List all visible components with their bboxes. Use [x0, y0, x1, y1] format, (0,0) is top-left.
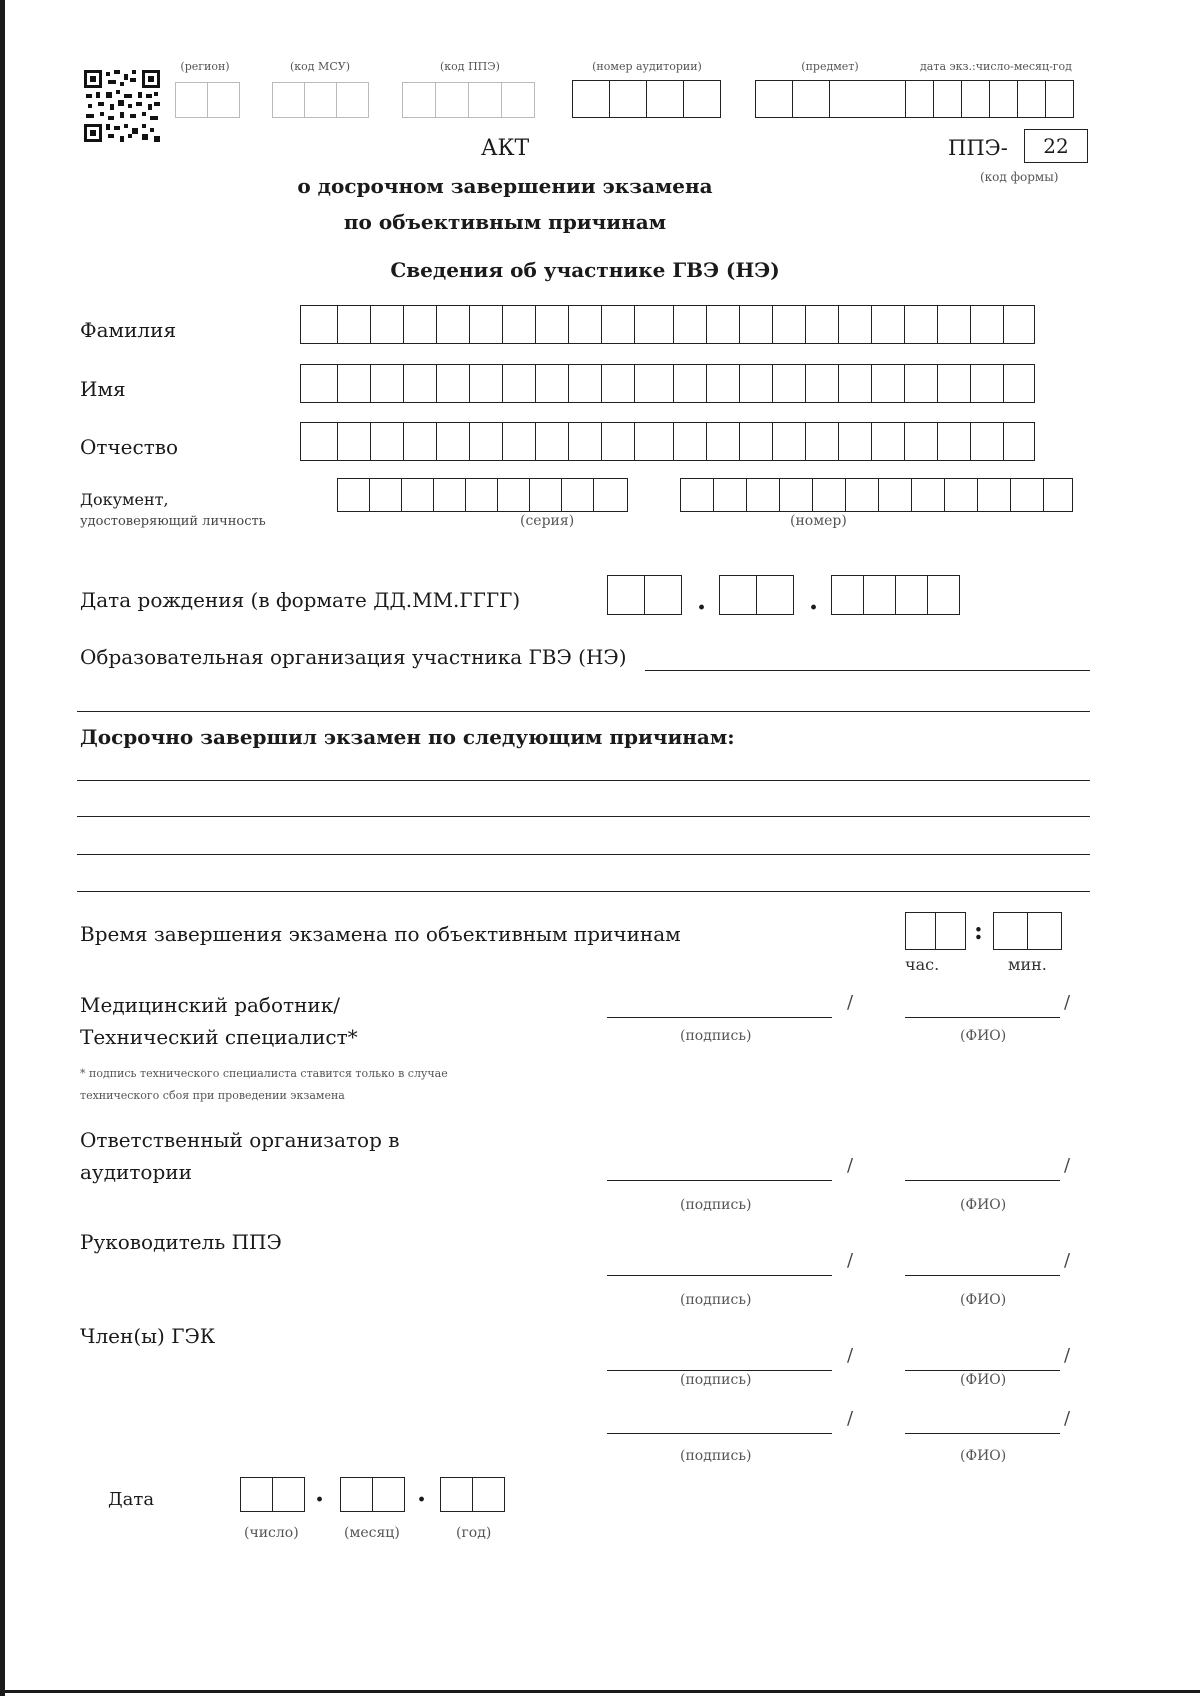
name-cell[interactable]: [739, 364, 773, 403]
patronymic-cell[interactable]: [469, 422, 503, 461]
exam-date-cell[interactable]: [1045, 80, 1074, 118]
birthdate-day-cells: [607, 575, 682, 615]
date-month-cells: [340, 1477, 405, 1512]
document-series-cell[interactable]: [337, 478, 370, 512]
patronymic-cell[interactable]: [904, 422, 938, 461]
surname-cell[interactable]: [436, 305, 470, 344]
date-separator-2: .: [417, 1478, 427, 1508]
surname-cell[interactable]: [601, 305, 635, 344]
surname-cell[interactable]: [970, 305, 1004, 344]
exam-date-cell[interactable]: [1017, 80, 1046, 118]
date-separator-1: .: [315, 1478, 325, 1508]
date-year-caption: (год): [456, 1525, 492, 1541]
patronymic-cell[interactable]: [337, 422, 371, 461]
ppe-head-label: Руководитель ППЭ: [80, 1230, 282, 1254]
birthdate-year-cell[interactable]: [895, 575, 928, 615]
document-series-cell[interactable]: [593, 478, 628, 512]
form-subtitle-line1: о досрочном завершении экзамена: [297, 174, 713, 198]
patronymic-cell[interactable]: [370, 422, 404, 461]
name-cell[interactable]: [904, 364, 938, 403]
ppe-head-signature-slash: /: [847, 1250, 854, 1271]
document-series-cell[interactable]: [465, 478, 498, 512]
birthdate-year-cell[interactable]: [831, 575, 864, 615]
document-label-line2: удостоверяющий личность: [80, 514, 266, 529]
participant-section-title: Сведения об участнике ГВЭ (НЭ): [390, 258, 780, 282]
document-number-cell[interactable]: [713, 478, 747, 512]
auditorium-cell[interactable]: [646, 80, 684, 118]
name-cells: [300, 364, 1035, 403]
technical-specialist-label: Технический специалист*: [80, 1025, 358, 1049]
surname-cell[interactable]: [535, 305, 569, 344]
msu-code-label: (код МСУ): [290, 60, 350, 73]
document-number-cell[interactable]: [845, 478, 879, 512]
medical-signature-line[interactable]: [607, 1017, 832, 1018]
birthdate-year-cell[interactable]: [927, 575, 960, 615]
ppe-code-cell[interactable]: [402, 82, 436, 118]
birthdate-label: Дата рождения (в формате ДД.ММ.ГГГГ): [80, 588, 521, 612]
region-label: (регион): [180, 60, 230, 73]
birthdate-separator-2: .: [809, 586, 819, 616]
document-number-cell[interactable]: [779, 478, 813, 512]
organizer-fio-line[interactable]: [905, 1180, 1060, 1181]
surname-cell[interactable]: [634, 305, 674, 344]
technical-footnote-line1: * подпись технического специалиста ставится только в случае: [80, 1067, 448, 1080]
form-code-prefix: ППЭ-: [948, 136, 1008, 160]
document-series-cell[interactable]: [529, 478, 562, 512]
surname-label: Фамилия: [80, 318, 177, 342]
document-number-cells: [680, 478, 1073, 512]
name-cell[interactable]: [706, 364, 740, 403]
document-label-line1: Документ,: [80, 490, 169, 509]
surname-cell[interactable]: [937, 305, 971, 344]
gek-members-label: Член(ы) ГЭК: [80, 1324, 216, 1348]
organizer-signature-slash: /: [847, 1155, 854, 1176]
date-year-cell[interactable]: [472, 1477, 505, 1512]
organizer-signature-line[interactable]: [607, 1180, 832, 1181]
document-number-cell[interactable]: [944, 478, 978, 512]
surname-cell[interactable]: [871, 305, 905, 344]
patronymic-cell[interactable]: [568, 422, 602, 461]
surname-cell[interactable]: [739, 305, 773, 344]
msu-code-cell[interactable]: [336, 82, 369, 118]
birthdate-month-cell[interactable]: [719, 575, 757, 615]
patronymic-cell[interactable]: [535, 422, 569, 461]
gek-fio-caption: (ФИО): [960, 1372, 1007, 1388]
name-cell[interactable]: [502, 364, 536, 403]
surname-cell[interactable]: [1003, 305, 1035, 344]
form-title: АКТ: [480, 136, 530, 161]
subject-cells: [755, 80, 830, 118]
reasons-line[interactable]: [77, 780, 1090, 781]
date-day-cell[interactable]: [272, 1477, 305, 1512]
surname-cell[interactable]: [337, 305, 371, 344]
surname-cell[interactable]: [772, 305, 806, 344]
region-cells: [175, 82, 240, 118]
auditorium-cells: [572, 80, 721, 118]
end-time-label: Время завершения экзамена по объективным причинам: [80, 922, 681, 946]
birthdate-separator-1: .: [697, 586, 707, 616]
patronymic-cell[interactable]: [601, 422, 635, 461]
gek-fio-line[interactable]: [905, 1370, 1060, 1371]
organizer-label-line2: аудитории: [80, 1160, 192, 1184]
gek-fio-line-2[interactable]: [905, 1433, 1060, 1434]
birthdate-day-cell[interactable]: [644, 575, 682, 615]
exam-date-label: дата экз.:число-месяц-год: [920, 60, 1072, 73]
ppe-head-fio-caption: (ФИО): [960, 1292, 1007, 1308]
ppe-head-fio-slash: /: [1064, 1250, 1071, 1271]
date-month-cell[interactable]: [340, 1477, 373, 1512]
qr-code-graphic: [84, 70, 160, 142]
surname-cell[interactable]: [300, 305, 338, 344]
ppe-head-signature-line[interactable]: [607, 1275, 832, 1276]
name-cell[interactable]: [772, 364, 806, 403]
surname-cell[interactable]: [370, 305, 404, 344]
document-number-cell[interactable]: [1010, 478, 1044, 512]
organizer-fio-slash: /: [1064, 1155, 1071, 1176]
document-number-cell[interactable]: [878, 478, 912, 512]
patronymic-cell[interactable]: [634, 422, 674, 461]
date-label: Дата: [108, 1489, 155, 1510]
hours-caption: час.: [905, 955, 940, 974]
name-label: Имя: [80, 377, 126, 401]
patronymic-cells: [300, 422, 1035, 461]
exam-date-cells: [829, 80, 1074, 118]
msu-code-cell[interactable]: [272, 82, 305, 118]
birthdate-day-cell[interactable]: [607, 575, 645, 615]
auditorium-label: (номер аудитории): [592, 60, 702, 73]
ppe-code-cell[interactable]: [435, 82, 469, 118]
ppe-head-fio-line[interactable]: [905, 1275, 1060, 1276]
page-bottom-edge: [0, 1690, 1200, 1693]
surname-cell[interactable]: [469, 305, 503, 344]
patronymic-cell[interactable]: [838, 422, 872, 461]
gek-signature-caption: (подпись): [680, 1372, 752, 1388]
region-cell[interactable]: [175, 82, 208, 118]
surname-cell[interactable]: [904, 305, 938, 344]
patronymic-cell[interactable]: [403, 422, 437, 461]
document-number-cell[interactable]: [911, 478, 945, 512]
msu-code-cells: [272, 82, 369, 118]
form-code-caption: (код формы): [980, 170, 1059, 184]
document-series-cell[interactable]: [561, 478, 594, 512]
organization-input-line-2[interactable]: [77, 711, 1090, 712]
patronymic-cell[interactable]: [970, 422, 1004, 461]
organizer-label-line1: Ответственный организатор в: [80, 1128, 400, 1152]
subject-cell[interactable]: [755, 80, 793, 118]
name-cell[interactable]: [370, 364, 404, 403]
patronymic-cell[interactable]: [706, 422, 740, 461]
gek-signature-slash-2: /: [847, 1408, 854, 1429]
name-cell[interactable]: [673, 364, 707, 403]
medical-fio-line[interactable]: [905, 1017, 1060, 1018]
patronymic-cell[interactable]: [300, 422, 338, 461]
auditorium-cell[interactable]: [683, 80, 721, 118]
organizer-signature-caption: (подпись): [680, 1197, 752, 1213]
page-left-edge: [0, 0, 5, 1696]
birthdate-month-cell[interactable]: [756, 575, 794, 615]
end-time-hours-cell[interactable]: [905, 912, 936, 950]
patronymic-cell[interactable]: [772, 422, 806, 461]
reasons-line[interactable]: [77, 891, 1090, 892]
name-cell[interactable]: [403, 364, 437, 403]
surname-cell[interactable]: [673, 305, 707, 344]
region-cell[interactable]: [207, 82, 240, 118]
document-series-cell[interactable]: [497, 478, 530, 512]
organization-label: Образовательная организация участника ГВЭ (НЭ): [80, 645, 627, 669]
document-series-cell[interactable]: [401, 478, 434, 512]
form-subtitle-line2: по объективным причинам: [343, 210, 667, 234]
medical-fio-slash: /: [1064, 992, 1071, 1013]
end-time-separator: :: [974, 916, 983, 945]
name-cell[interactable]: [937, 364, 971, 403]
minutes-caption: мин.: [1008, 955, 1047, 974]
patronymic-cell[interactable]: [502, 422, 536, 461]
gek-fio-slash-2: /: [1064, 1408, 1071, 1429]
birthdate-month-cells: [719, 575, 794, 615]
end-time-hours-cells: [905, 912, 966, 950]
date-year-cell[interactable]: [440, 1477, 473, 1512]
document-series-caption: (серия): [520, 513, 575, 529]
name-cell[interactable]: [970, 364, 1004, 403]
surname-cell[interactable]: [805, 305, 839, 344]
date-year-cells: [440, 1477, 505, 1512]
end-time-minutes-cells: [993, 912, 1062, 950]
end-time-hours-cell[interactable]: [935, 912, 966, 950]
ppe-code-cell[interactable]: [468, 82, 502, 118]
patronymic-label: Отчество: [80, 435, 179, 459]
surname-cell[interactable]: [403, 305, 437, 344]
organization-input-line[interactable]: [645, 670, 1090, 671]
gek-fio-slash: /: [1064, 1345, 1071, 1366]
date-day-caption: (число): [244, 1525, 299, 1541]
patronymic-cell[interactable]: [739, 422, 773, 461]
technical-footnote-line2: технического сбоя при проведении экзамена: [80, 1089, 345, 1102]
subject-cell[interactable]: [792, 80, 830, 118]
document-number-cell[interactable]: [746, 478, 780, 512]
date-month-cell[interactable]: [372, 1477, 405, 1512]
qr-code: [84, 70, 160, 142]
end-time-minutes-cell[interactable]: [993, 912, 1028, 950]
auditorium-cell[interactable]: [572, 80, 610, 118]
document-number-cell[interactable]: [680, 478, 714, 512]
surname-cell[interactable]: [502, 305, 536, 344]
name-cell[interactable]: [805, 364, 839, 403]
birthdate-year-cell[interactable]: [863, 575, 896, 615]
surname-cell[interactable]: [568, 305, 602, 344]
medical-worker-label: Медицинский работник/: [80, 993, 340, 1017]
patronymic-cell[interactable]: [937, 422, 971, 461]
surname-cells: [300, 305, 1035, 344]
document-series-cells: [337, 478, 628, 512]
patronymic-cell[interactable]: [673, 422, 707, 461]
gek-signature-caption-2: (подпись): [680, 1448, 752, 1464]
ppe-head-signature-caption: (подпись): [680, 1292, 752, 1308]
document-series-cell[interactable]: [369, 478, 402, 512]
date-day-cells: [240, 1477, 305, 1512]
reasons-line[interactable]: [77, 854, 1090, 855]
gek-signature-line[interactable]: [607, 1370, 832, 1371]
reasons-line[interactable]: [77, 816, 1090, 817]
gek-signature-slash: /: [847, 1345, 854, 1366]
patronymic-cell[interactable]: [436, 422, 470, 461]
medical-signature-slash: /: [847, 992, 854, 1013]
gek-fio-caption-2: (ФИО): [960, 1448, 1007, 1464]
ppe-code-label: (код ППЭ): [440, 60, 500, 73]
gek-signature-line-2[interactable]: [607, 1433, 832, 1434]
auditorium-cell[interactable]: [609, 80, 647, 118]
name-cell[interactable]: [300, 364, 338, 403]
name-cell[interactable]: [601, 364, 635, 403]
patronymic-cell[interactable]: [1003, 422, 1035, 461]
medical-fio-caption: (ФИО): [960, 1028, 1007, 1044]
patronymic-cell[interactable]: [871, 422, 905, 461]
exam-date-cell[interactable]: [989, 80, 1018, 118]
name-cell[interactable]: [568, 364, 602, 403]
form-code-value: 22: [1024, 129, 1088, 163]
document-series-cell[interactable]: [433, 478, 466, 512]
exam-date-cell[interactable]: [905, 80, 934, 118]
name-cell[interactable]: [1003, 364, 1035, 403]
name-cell[interactable]: [436, 364, 470, 403]
organizer-fio-caption: (ФИО): [960, 1197, 1007, 1213]
exam-date-cell[interactable]: [933, 80, 962, 118]
name-cell[interactable]: [838, 364, 872, 403]
document-number-caption: (номер): [790, 513, 847, 529]
msu-code-cell[interactable]: [304, 82, 337, 118]
document-number-cell[interactable]: [977, 478, 1011, 512]
surname-cell[interactable]: [706, 305, 740, 344]
name-cell[interactable]: [337, 364, 371, 403]
exam-date-cell[interactable]: [961, 80, 990, 118]
exam-date-cell[interactable]: [829, 80, 906, 118]
surname-cell[interactable]: [838, 305, 872, 344]
reasons-title: Досрочно завершил экзамен по следующим причинам:: [80, 725, 735, 749]
name-cell[interactable]: [634, 364, 674, 403]
document-number-cell[interactable]: [1043, 478, 1073, 512]
document-number-cell[interactable]: [812, 478, 846, 512]
patronymic-cell[interactable]: [805, 422, 839, 461]
name-cell[interactable]: [871, 364, 905, 403]
subject-label: (предмет): [801, 60, 859, 73]
end-time-minutes-cell[interactable]: [1027, 912, 1062, 950]
ppe-code-cell[interactable]: [501, 82, 535, 118]
name-cell[interactable]: [535, 364, 569, 403]
ppe-code-cells: [402, 82, 535, 118]
date-month-caption: (месяц): [344, 1525, 400, 1541]
birthdate-year-cells: [831, 575, 960, 615]
medical-signature-caption: (подпись): [680, 1028, 752, 1044]
name-cell[interactable]: [469, 364, 503, 403]
date-day-cell[interactable]: [240, 1477, 273, 1512]
